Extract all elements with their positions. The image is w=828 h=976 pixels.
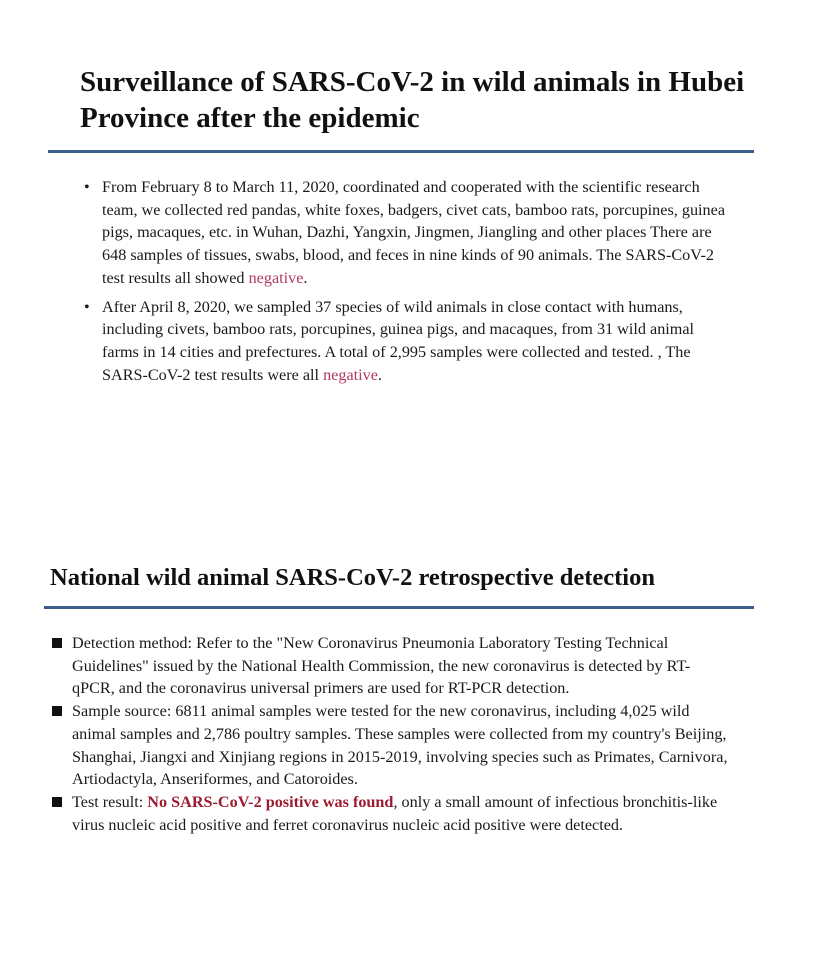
bullet-list <box>50 632 730 836</box>
square-bullet-icon <box>52 638 62 648</box>
list-item <box>50 632 730 700</box>
title-divider <box>48 150 754 153</box>
negative-result-text: negative <box>323 365 378 384</box>
section-title: National wild animal SARS-CoV-2 retrospective detection <box>50 564 655 591</box>
square-bullet-icon <box>52 706 62 716</box>
title-divider <box>44 606 754 609</box>
section-title: Surveillance of SARS-CoV-2 in wild animals in Hubei Province after the epidemic <box>80 66 745 134</box>
list-item <box>50 791 730 836</box>
item-text: Test result: <box>72 792 148 811</box>
bullet-dot-icon: • <box>84 178 90 196</box>
list-item <box>50 700 730 791</box>
bullet-list <box>84 176 734 392</box>
item-text: After April 8, 2020, we sampled 37 species of wild animals in close contact with humans, including civets, bamboo rats, porcupines, guinea pigs, and macaques, from 31 wild animal farms in 14 cities and prefectures. A total of 2,995 samples were collected and tested. , The SARS-CoV-2 test results were all <box>102 297 695 384</box>
square-bullet-icon <box>52 797 62 807</box>
item-text-end: . <box>377 365 382 384</box>
item-text: From February 8 to March 11, 2020, coordinated and cooperated with the scientific research team, we collected red pandas, white foxes, badgers, civet cats, bamboo rats, porcupines, guinea pigs, macaques, etc. in Wuhan, Dazhi, Yangxin, Jingmen, Jiangling and other places There are 648 samples of tissues, swabs, blood, and feces in nine kinds of 90 animals. The SARS-CoV-2 test results all showed <box>102 178 725 287</box>
list-item <box>84 296 734 387</box>
item-text-end: , only a small amount of infectious bronchitis-like virus nucleic acid positive and ferret coronavirus nucleic acid positive were detected. <box>72 792 718 834</box>
negative-result-text: negative <box>248 268 304 287</box>
item-text: Sample source: 6811 animal samples were tested for the new coronavirus, including 4,025 wild animal samples and 2,786 poultry samples. These samples were collected from my country's Beijing, Shanghai, Jiangxi and Xinjiang regions in 2015-2019, involving species such as Primates, Carnivora, Artiodactyla, Anseriformes, and Catoroides. <box>72 702 728 789</box>
list-item <box>84 176 734 290</box>
test-result-highlight: No SARS-CoV-2 positive was found <box>147 792 394 811</box>
item-text: Detection method: Refer to the "New Coronavirus Pneumonia Laboratory Testing Technical Guidelines" issued by the National Health Commission, the new coronavirus is detected by RT-qPCR, and the coronavirus universal primers are used for RT-PCR detection. <box>72 634 691 698</box>
bullet-dot-icon: • <box>84 297 90 316</box>
item-text-end: . <box>303 268 308 287</box>
